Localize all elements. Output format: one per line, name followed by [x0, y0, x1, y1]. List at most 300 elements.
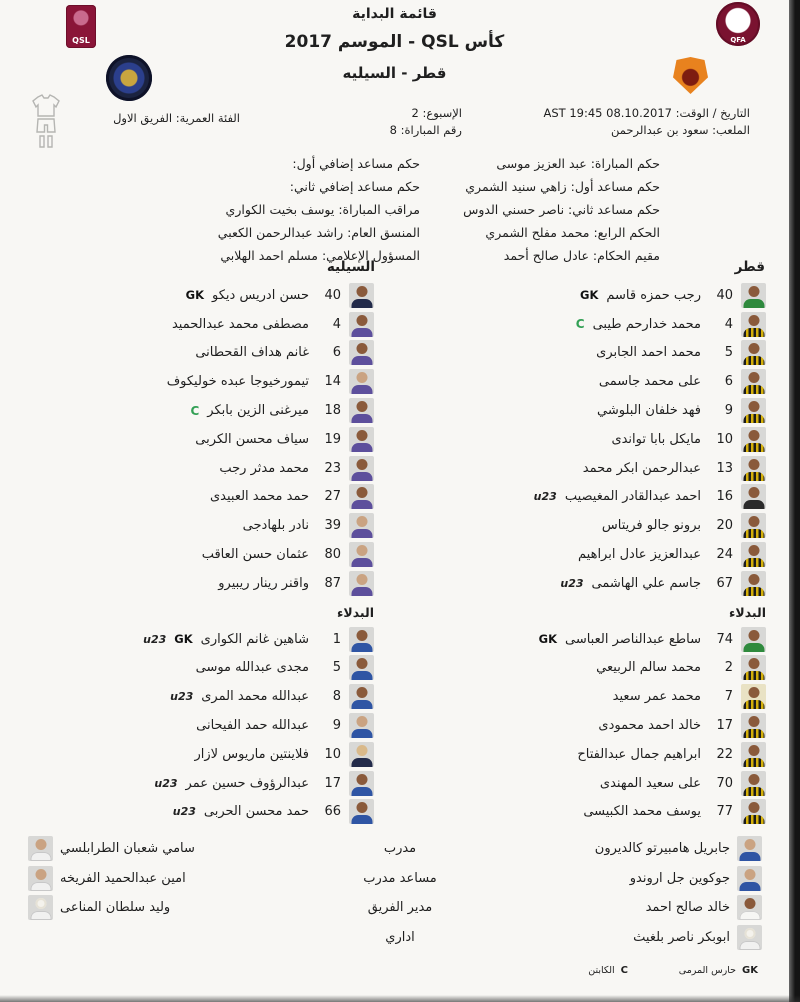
player-row [539, 625, 766, 654]
player-number: 80 [324, 547, 341, 563]
player-row [167, 310, 374, 339]
avatar-head [744, 839, 755, 850]
avatar-head [356, 716, 367, 727]
legend-c-text: الكابتن [588, 965, 615, 976]
avatar-head [748, 745, 759, 756]
meta-age-category: الفئة العمرية: الفريق الاول [113, 111, 240, 125]
staff-photo [28, 866, 53, 891]
player-photo [741, 771, 766, 796]
player-photo [349, 340, 374, 365]
player-row [143, 682, 374, 711]
player-number: 6 [332, 345, 341, 361]
avatar-jersey [351, 587, 372, 596]
player-name: حسن ادريس ديكو [212, 287, 309, 303]
player-name: مجدى عبدالله موسى [195, 660, 309, 676]
meta-datetime: التاريخ / الوقت: AST 19:45 08.10.2017 [543, 106, 750, 120]
gk-badge: GK [538, 632, 557, 647]
staff-roles-column [330, 834, 470, 952]
player-photo [349, 456, 374, 481]
avatar-head [748, 343, 759, 354]
u23-badge: u23 [560, 576, 584, 590]
avatar-jersey [743, 758, 764, 767]
player-row [534, 281, 766, 310]
avatar-jersey [30, 852, 51, 861]
player-photo [741, 456, 766, 481]
avatar-head [744, 898, 755, 909]
away-subs-list [143, 625, 374, 827]
player-row [143, 740, 374, 769]
player-photo [741, 484, 766, 509]
avatar-jersey [351, 643, 372, 652]
player-row [534, 396, 766, 425]
staff-row [630, 864, 762, 894]
player-name: محمد احمد الجابرى [596, 345, 701, 361]
player-row [539, 798, 766, 827]
staff-name: خالد صالح احمد [645, 900, 730, 916]
player-row [534, 425, 766, 454]
avatar-jersey [351, 385, 372, 394]
player-photo [741, 340, 766, 365]
avatar-head [748, 487, 759, 498]
player-number: 17 [716, 718, 733, 734]
avatar-jersey [351, 700, 372, 709]
player-number: 10 [324, 746, 341, 762]
player-photo [349, 484, 374, 509]
player-name: فلاينتين ماريوس لازار [194, 746, 309, 762]
avatar-jersey [743, 385, 764, 394]
player-name: سياف محسن الكربى [195, 431, 309, 447]
avatar-jersey [743, 356, 764, 365]
avatar-head [748, 802, 759, 813]
avatar-jersey [351, 529, 372, 538]
staff-row [28, 864, 186, 894]
player-number: 67 [716, 575, 733, 591]
avatar-head [356, 745, 367, 756]
player-name: غانم هداف القحطانى [195, 345, 309, 361]
avatar-jersey [743, 643, 764, 652]
player-number: 9 [724, 403, 733, 419]
avatar-head [356, 343, 367, 354]
player-photo [741, 312, 766, 337]
staff-name: سامي شعبان الطرابلسي [60, 841, 195, 857]
avatar-jersey [30, 882, 51, 891]
player-photo [741, 542, 766, 567]
player-photo [349, 312, 374, 337]
avatar-head [748, 545, 759, 556]
official-referee: حكم المباراة: عبد العزيز موسى [496, 156, 660, 171]
player-row [167, 367, 374, 396]
competition-title: كأس QSL - الموسم 2017 [284, 32, 505, 52]
official-general-coordinator: المنسق العام: راشد عبدالرحمن الكعبي [217, 225, 420, 240]
avatar-head [356, 802, 367, 813]
staff-name: جوكوين جل اروندو [629, 870, 730, 886]
avatar-jersey [743, 700, 764, 709]
avatar-jersey [351, 671, 372, 680]
player-name: محمد سالم الربيعي [596, 660, 701, 676]
qfa-logo-text: QFA [730, 36, 746, 44]
u23-badge: u23 [170, 690, 194, 704]
player-name: حمد محمد العبيدى [209, 489, 309, 505]
official-assistant2: حكم مساعد ثاني: ناصر حسني الدوس [463, 202, 660, 217]
player-name: مصطفى محمد عبدالحميد [171, 316, 309, 332]
avatar-head [356, 774, 367, 785]
player-photo [349, 655, 374, 680]
legend-goalkeeper [679, 965, 758, 976]
player-photo [349, 684, 374, 709]
player-row [167, 483, 374, 512]
player-row [539, 769, 766, 798]
avatar-jersey [743, 587, 764, 596]
player-name: فهد خلفان البلوشي [597, 403, 701, 419]
avatar-jersey [351, 815, 372, 824]
player-row [534, 483, 766, 512]
player-number: 4 [724, 316, 733, 332]
avatar-head [748, 286, 759, 297]
away-subs-label: البدلاء [337, 604, 374, 620]
avatar-head [356, 286, 367, 297]
staff-row [595, 834, 762, 864]
avatar-head [356, 430, 367, 441]
home-starters-list [534, 281, 766, 598]
avatar-jersey [739, 852, 760, 861]
player-row [143, 654, 374, 683]
home-staff-list [595, 834, 762, 952]
player-row [167, 339, 374, 368]
qsl-league-logo [66, 5, 96, 48]
player-name: واقنر رينار ريبيرو [218, 575, 309, 591]
player-number: 5 [724, 345, 733, 361]
player-photo [741, 571, 766, 596]
sailiya-club-badge-icon [106, 55, 152, 101]
avatar-jersey [30, 911, 51, 920]
staff-photo [737, 866, 762, 891]
avatar-jersey [351, 328, 372, 337]
qsl-logo-text: QSL [72, 36, 90, 45]
match-meta [544, 105, 751, 139]
player-number: 13 [716, 460, 733, 476]
avatar-jersey [743, 729, 764, 738]
gk-badge: GK [174, 632, 193, 647]
avatar-jersey [351, 500, 372, 509]
avatar-head [356, 545, 367, 556]
player-row [167, 511, 374, 540]
player-row [539, 711, 766, 740]
player-row [143, 625, 374, 654]
avatar-head [356, 574, 367, 585]
player-row [539, 682, 766, 711]
role-team-manager: مدير الفريق [367, 900, 433, 915]
player-row [143, 798, 374, 827]
player-number: 77 [716, 804, 733, 820]
player-photo [741, 799, 766, 824]
role-assistant-coach: مساعد مدرب [363, 870, 437, 886]
match-title: قطر - السيليه [342, 64, 447, 82]
staff-photo [28, 836, 53, 861]
role-admin: اداري [385, 929, 415, 945]
player-number: 2 [724, 660, 733, 676]
player-name: احمد عبدالقادر المغيصيب [564, 489, 701, 505]
player-photo [349, 283, 374, 308]
player-row [167, 569, 374, 598]
avatar-jersey [743, 787, 764, 796]
avatar-jersey [743, 500, 764, 509]
staff-row [28, 834, 195, 864]
player-name: ابراهيم جمال عبدالفتاح [577, 746, 701, 762]
player-number: 70 [716, 775, 733, 791]
player-number: 40 [716, 287, 733, 303]
avatar-head [748, 430, 759, 441]
player-name: عبدالرؤوف حسين عمر [185, 775, 309, 791]
staff-name: امين عبدالحميد الفريخه [60, 870, 186, 886]
player-row [143, 769, 374, 798]
player-number: 5 [332, 660, 341, 676]
player-row [534, 367, 766, 396]
player-row [534, 511, 766, 540]
player-photo [741, 742, 766, 767]
player-photo [349, 542, 374, 567]
scan-right-edge [789, 0, 800, 1002]
avatar-jersey [351, 414, 372, 423]
avatar-head [748, 315, 759, 326]
player-number: 39 [324, 518, 341, 534]
avatar-head [748, 774, 759, 785]
player-photo [741, 369, 766, 394]
player-photo [741, 655, 766, 680]
role-coach: مدرب [383, 841, 417, 856]
u23-badge: u23 [143, 632, 167, 646]
avatar-jersey [743, 472, 764, 481]
home-team-column [534, 281, 766, 826]
avatar-jersey [351, 729, 372, 738]
avatar-jersey [351, 558, 372, 567]
avatar-head [748, 401, 759, 412]
legend-gk-text: حارس المرمى [678, 965, 737, 976]
player-row [167, 396, 374, 425]
player-number: 20 [716, 518, 733, 534]
player-name: على محمد جاسمى [598, 374, 701, 390]
player-name: على سعيد المهندى [599, 775, 701, 791]
player-photo [349, 627, 374, 652]
avatar-jersey [351, 356, 372, 365]
player-name: عبدالله حمد الفيحانى [196, 718, 309, 734]
away-staff-list [28, 834, 195, 923]
scan-bottom-edge [0, 995, 800, 1002]
official-add-assistant1: حكم مساعد إضافي أول: [292, 156, 420, 171]
avatar-jersey [743, 414, 764, 423]
avatar-jersey [351, 443, 372, 452]
avatar-head [356, 459, 367, 470]
player-number: 17 [324, 775, 341, 791]
player-number: 14 [324, 374, 341, 390]
meta-match-number: رقم المباراة: 8 [389, 123, 462, 137]
staff-photo [28, 895, 53, 920]
player-photo [349, 742, 374, 767]
player-photo [349, 398, 374, 423]
staff-name: ابوبكر ناصر بلغيث [633, 929, 730, 945]
avatar-head [35, 898, 46, 909]
avatar-head [748, 516, 759, 527]
official-add-assistant2: حكم مساعد إضافي ثاني: [289, 179, 420, 194]
home-subs-label: البدلاء [729, 604, 766, 620]
avatar-jersey [743, 671, 764, 680]
player-name: عبدالرحمن ابكر محمد [582, 460, 701, 476]
player-number: 6 [724, 374, 733, 390]
player-photo [349, 513, 374, 538]
player-name: محمد عمر سعيد [612, 689, 701, 705]
avatar-jersey [739, 911, 760, 920]
player-number: 8 [332, 689, 341, 705]
qatar-sc-club-badge-icon [673, 57, 708, 94]
player-number: 7 [724, 689, 733, 705]
staff-row [646, 893, 762, 923]
gk-badge: GK [580, 288, 599, 303]
player-name: مايكل بابا تواندى [611, 431, 701, 447]
avatar-jersey [739, 941, 760, 950]
player-name: محمد مدثر رجب [219, 460, 309, 476]
player-number: 24 [716, 547, 733, 563]
qfa-logo [716, 2, 760, 46]
staff-row [633, 923, 762, 953]
player-number: 22 [716, 746, 733, 762]
player-photo [349, 427, 374, 452]
player-row [539, 740, 766, 769]
player-photo [741, 427, 766, 452]
home-team-name: قطر [734, 259, 765, 275]
player-name: عثمان حسن العاقب [201, 547, 309, 563]
avatar-jersey [743, 443, 764, 452]
avatar-head [356, 630, 367, 641]
avatar-head [356, 658, 367, 669]
avatar-jersey [351, 758, 372, 767]
player-photo [741, 513, 766, 538]
player-row [534, 310, 766, 339]
staff-name: جابريل هامبيرتو كالديرون [594, 841, 730, 857]
player-name: ساطع عبدالناصر العباسى [564, 631, 701, 647]
avatar-head [748, 716, 759, 727]
away-team-column [143, 281, 374, 826]
player-name: خالد احمد محمودى [598, 718, 701, 734]
staff-row [28, 893, 170, 923]
player-photo [349, 571, 374, 596]
player-number: 1 [332, 631, 341, 647]
player-number: 87 [324, 575, 341, 591]
player-row [534, 339, 766, 368]
legend-captain [588, 965, 628, 976]
player-name: عبدالله محمد المرى [201, 689, 309, 705]
player-number: 9 [332, 718, 341, 734]
official-assessor: مقيم الحكام: عادل صالح أحمد [503, 248, 660, 263]
player-name: شاهين غانم الكوارى [200, 631, 309, 647]
player-photo [349, 771, 374, 796]
avatar-jersey [351, 299, 372, 308]
player-name: رجب حمزه قاسم [606, 287, 701, 303]
avatar-head [35, 869, 46, 880]
officials-secondary [218, 152, 420, 267]
player-photo [741, 684, 766, 709]
player-name: جاسم علي الهاشمى [591, 575, 701, 591]
u23-badge: u23 [172, 805, 196, 819]
official-match-observer: مراقب المباراة: يوسف بخيت الكواري [225, 202, 420, 217]
player-number: 23 [324, 460, 341, 476]
avatar-jersey [743, 299, 764, 308]
avatar-head [748, 459, 759, 470]
player-name: ميرغنى الزين بابكر [207, 403, 309, 419]
player-row [167, 540, 374, 569]
player-row [539, 654, 766, 683]
home-subs-list [539, 625, 766, 827]
u23-badge: u23 [154, 776, 178, 790]
staff-photo [737, 836, 762, 861]
player-photo [349, 713, 374, 738]
legend-c-symbol: C [620, 965, 628, 976]
avatar-head [356, 516, 367, 527]
captain-badge: C [575, 317, 585, 332]
player-row [534, 569, 766, 598]
player-row [143, 711, 374, 740]
gk-badge: GK [185, 288, 205, 303]
player-row [167, 425, 374, 454]
meta-week: الإسبوع: 2 [411, 106, 462, 120]
avatar-head [35, 839, 46, 850]
avatar-jersey [743, 328, 764, 337]
official-fourth: الحكم الرابع: محمد مفلح الشمري [485, 225, 660, 240]
player-photo [741, 398, 766, 423]
player-number: 10 [716, 431, 733, 447]
avatar-head [748, 630, 759, 641]
player-photo [741, 283, 766, 308]
player-name: عبدالعزيز عادل ابراهيم [578, 547, 701, 563]
player-name: نادر بلهادجى [242, 518, 309, 534]
player-name: يوسف محمد الكبيسى [583, 804, 701, 820]
avatar-head [356, 372, 367, 383]
player-name: تيمورخيوجا عبده خوليكوف [166, 374, 309, 390]
player-photo [349, 369, 374, 394]
avatar-head [744, 928, 755, 939]
away-starters-list [167, 281, 374, 598]
avatar-jersey [351, 472, 372, 481]
away-team-name: السيليه [326, 259, 375, 275]
player-photo [349, 799, 374, 824]
staff-name: وليد سلطان المناعى [60, 900, 171, 916]
staff-photo [737, 895, 762, 920]
player-number: 27 [324, 489, 341, 505]
avatar-jersey [351, 787, 372, 796]
avatar-jersey [739, 882, 760, 891]
player-row [534, 454, 766, 483]
player-number: 18 [324, 403, 341, 419]
legend-gk-symbol: GK [742, 965, 758, 976]
player-number: 4 [332, 316, 341, 332]
avatar-jersey [743, 529, 764, 538]
page-title: قائمة البداية [352, 6, 437, 22]
avatar-head [356, 487, 367, 498]
avatar-head [744, 869, 755, 880]
officials-primary [463, 152, 660, 267]
player-row [167, 454, 374, 483]
avatar-head [356, 687, 367, 698]
avatar-head [748, 574, 759, 585]
player-number: 74 [716, 631, 733, 647]
week-meta [390, 105, 462, 139]
player-photo [741, 627, 766, 652]
avatar-head [748, 687, 759, 698]
staff-photo [737, 925, 762, 950]
player-number: 66 [324, 804, 341, 820]
kit-icon [28, 94, 64, 152]
player-name: محمد خدارحم طيبى [592, 316, 701, 332]
player-number: 19 [324, 431, 341, 447]
avatar-jersey [743, 815, 764, 824]
